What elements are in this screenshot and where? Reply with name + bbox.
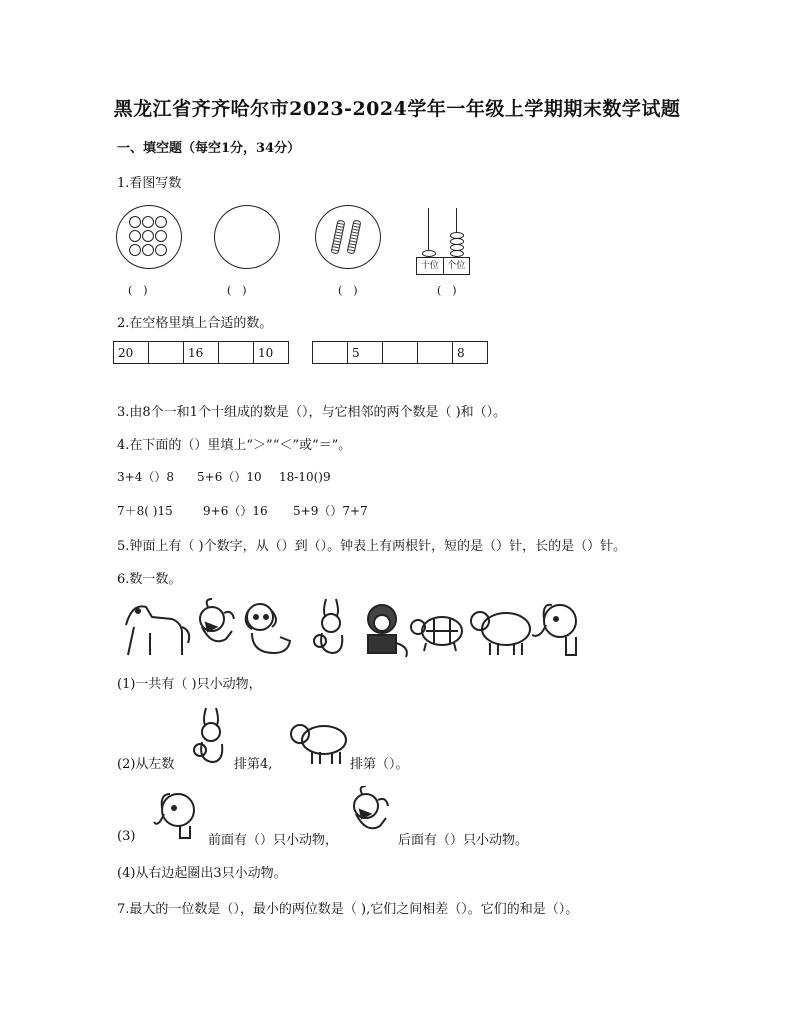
sequence-cell[interactable] [418, 342, 453, 364]
stick-bundle-icon [347, 220, 362, 255]
question-3: 3.由8个一和1个十组成的数是（），与它相邻的两个数是（ )和（）。 [117, 405, 507, 420]
empty-circle [214, 205, 280, 269]
question-6-sub-2-end: 排第（）。 [350, 757, 409, 772]
animals-illustration [120, 597, 590, 659]
question-6: 6.数一数。 [117, 572, 182, 587]
apple-icon [129, 230, 141, 242]
question-6-sub-2-mid: 排第4, [234, 757, 273, 772]
stick-bundle-icon [331, 220, 346, 255]
compare-item: 5+9（）7+7 [293, 504, 368, 518]
answer-blank: ( ) [227, 284, 247, 297]
rabbit-icon [314, 599, 342, 653]
question-6-sub-2-start: (2)从左数 [117, 757, 175, 772]
dog-icon [246, 604, 290, 653]
turtle-icon [411, 617, 462, 651]
sequence-cell: 8 [453, 342, 488, 364]
sheep-icon [288, 718, 350, 768]
question-6-sub-3-end: 后面有（）只小动物。 [398, 833, 529, 848]
question-6-sub-3-mid: 前面有（）只小动物， [208, 833, 339, 848]
question-6-sub-3-start: (3) [117, 829, 136, 844]
question-6-sub-4: (4)从右边起圈出3只小动物。 [117, 866, 287, 881]
compare-item: 7＋8( )15 [117, 504, 173, 518]
sticks-circle [315, 205, 381, 269]
apple-icon [155, 216, 167, 228]
sequence-cell: 20 [114, 342, 149, 364]
sequence-cell[interactable] [219, 342, 254, 364]
question-1: 1.看图写数 [117, 176, 182, 191]
apple-icon [129, 216, 141, 228]
sequence-cell: 5 [348, 342, 383, 364]
number-sequence-table [113, 341, 289, 364]
answer-blank: ( ) [437, 284, 457, 297]
answer-blank: ( ) [338, 284, 358, 297]
bird-icon [200, 599, 234, 641]
compare-item: 9+6（）16 [203, 504, 268, 518]
apple-icon [142, 244, 154, 256]
number-sequence-table [312, 341, 488, 364]
compare-row-2 [117, 502, 368, 519]
apple-icon [142, 216, 154, 228]
elephant-icon [532, 605, 576, 655]
sequence-cell: 16 [184, 342, 219, 364]
page-title: 黑龙江省齐齐哈尔市2023-2024学年一年级上学期期末数学试题 [113, 98, 681, 120]
elephant-icon [152, 790, 202, 840]
sequence-cell[interactable] [383, 342, 418, 364]
compare-item: 3+4（）8 [117, 470, 174, 484]
question-7: 7.最大的一位数是（），最小的两位数是（ ),它们之间相差（）。它们的和是（）。 [117, 902, 579, 917]
question-4: 4.在下面的（）里填上“＞”“＜”或“＝”。 [117, 438, 352, 453]
sequence-cell: 10 [254, 342, 289, 364]
abacus-icon [416, 208, 472, 274]
question-5: 5.钟面上有（ )个数字，从（）到（）。钟表上有两根针，短的是（）针，长的是（）针。 [117, 539, 627, 554]
compare-item: 5+6（）10 [197, 470, 262, 484]
sequence-cell[interactable] [313, 342, 348, 364]
compare-item: 18-10()9 [279, 470, 331, 484]
answer-blank: ( ) [128, 284, 148, 297]
sequence-cell[interactable] [149, 342, 184, 364]
ones-label: 个位 [447, 261, 466, 271]
horse-icon [126, 606, 189, 655]
sheep-icon [471, 612, 530, 655]
monkey-icon [368, 605, 407, 657]
apple-icon [142, 230, 154, 242]
apple-icon [129, 244, 141, 256]
apple-icon [155, 244, 167, 256]
question-6-sub-1: (1)一共有（ )只小动物， [117, 677, 262, 692]
bird-icon [342, 786, 398, 840]
section-heading: 一、填空题（每空1分，34分） [117, 141, 301, 156]
question-2: 2.在空格里填上合适的数。 [117, 316, 273, 331]
apples-circle [116, 205, 182, 269]
rabbit-icon [190, 706, 234, 768]
animal-row [120, 597, 590, 659]
compare-row-1 [117, 468, 331, 485]
tens-label: 十位 [417, 258, 444, 274]
apple-icon [155, 230, 167, 242]
